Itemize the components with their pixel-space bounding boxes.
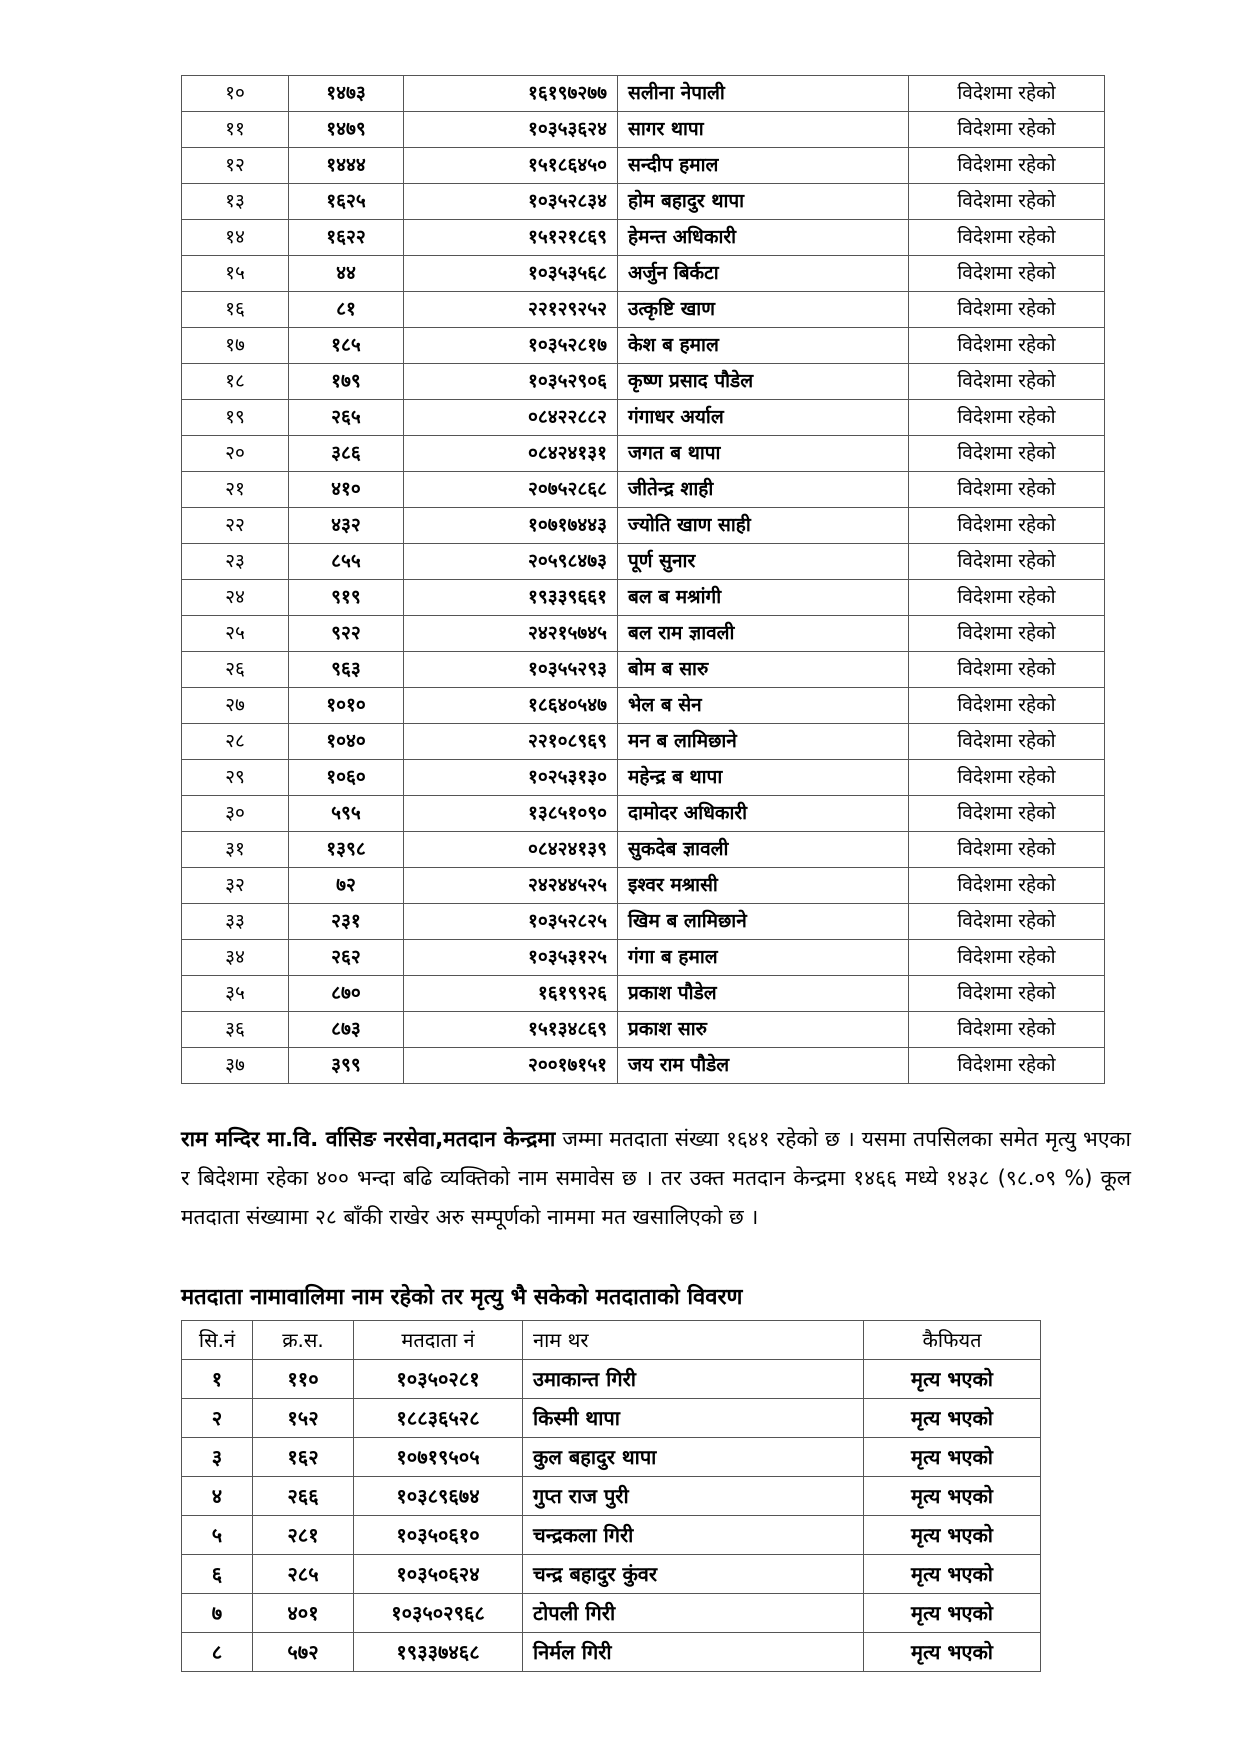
cell-remarks: विदेशमा रहेको [909,472,1105,508]
cell-remarks: विदेशमा रहेको [909,400,1105,436]
abroad-voters-table-body [182,76,1105,1084]
cell-name: चन्द्रकला गिरी [523,1516,864,1555]
cell-voter-number: १५१३४८६९ [404,1012,618,1048]
col-header-remarks: कैफियत [864,1321,1041,1360]
cell-voter-number: ०८४२२८८२ [404,400,618,436]
cell-name: सन्दीप हमाल [618,148,909,184]
cell-serial: ३ [182,1438,253,1477]
cell-voter-number: १५१२१८६९ [404,220,618,256]
cell-serial: ३४ [182,940,289,976]
table-row [182,76,1105,112]
cell-serial: ४ [182,1477,253,1516]
cell-serial: ५ [182,1516,253,1555]
cell-name: जगत ब थापा [618,436,909,472]
cell-remarks: विदेशमा रहेको [909,580,1105,616]
cell-voter-number: १०२५३१३० [404,760,618,796]
cell-name: टोपली गिरी [523,1594,864,1633]
table-row [182,940,1105,976]
cell-name: होम बहादुर थापा [618,184,909,220]
cell-sequence: १६२५ [289,184,404,220]
cell-voter-number: १०३५२९०६ [404,364,618,400]
deceased-voters-table-body [182,1360,1041,1672]
cell-sequence: २६५ [289,400,404,436]
cell-serial: १० [182,76,289,112]
table-header-row [182,1321,1041,1360]
table-row [182,256,1105,292]
table-row [182,508,1105,544]
table-row [182,364,1105,400]
cell-serial: ३० [182,796,289,832]
col-header-voter-number: मतदाता नं [354,1321,523,1360]
cell-sequence: ७२ [289,868,404,904]
cell-remarks: विदेशमा रहेको [909,328,1105,364]
cell-remarks: विदेशमा रहेको [909,1012,1105,1048]
cell-voter-number: १९३३९६६१ [404,580,618,616]
cell-remarks: विदेशमा रहेको [909,112,1105,148]
cell-voter-number: २०७५२८६८ [404,472,618,508]
cell-name: भेल ब सेन [618,688,909,724]
cell-remarks: विदेशमा रहेको [909,904,1105,940]
table-row [182,1438,1041,1477]
cell-voter-number: १८६४०५४७ [404,688,618,724]
cell-serial: १७ [182,328,289,364]
cell-voter-number: १८८३६५२८ [354,1399,523,1438]
cell-remarks: मृत्य भएको [864,1438,1041,1477]
cell-name: प्रकाश सारु [618,1012,909,1048]
summary-paragraph [181,1120,1131,1237]
cell-name: जय राम पौडेल [618,1048,909,1084]
cell-sequence: १६२ [253,1438,354,1477]
cell-voter-number: १०३५३६२४ [404,112,618,148]
cell-voter-number: ०८४२४१३१ [404,436,618,472]
cell-remarks: विदेशमा रहेको [909,508,1105,544]
cell-remarks: मृत्य भएको [864,1633,1041,1672]
cell-name: इश्वर मश्रासी [618,868,909,904]
cell-voter-number: २२१२९२५२ [404,292,618,328]
table-row [182,544,1105,580]
cell-remarks: विदेशमा रहेको [909,256,1105,292]
cell-voter-number: १०३५०२९६८ [354,1594,523,1633]
cell-voter-number: १५१८६४५० [404,148,618,184]
cell-sequence: ८१ [289,292,404,328]
cell-serial: २३ [182,544,289,580]
cell-remarks: विदेशमा रहेको [909,148,1105,184]
table-row [182,652,1105,688]
cell-voter-number: २२१०८९६९ [404,724,618,760]
cell-serial: ६ [182,1555,253,1594]
cell-serial: ११ [182,112,289,148]
table-row [182,868,1105,904]
cell-sequence: २८५ [253,1555,354,1594]
table-row [182,292,1105,328]
cell-voter-number: १०३५०६१० [354,1516,523,1555]
cell-sequence: ३८६ [289,436,404,472]
table-row [182,904,1105,940]
cell-serial: ३२ [182,868,289,904]
cell-voter-number: २०५९८४७३ [404,544,618,580]
summary-text: जम्मा मतदाता संख्या १६४१ रहेको छ । यसमा तपसिलका समेत मृत्यु भएका र बिदेशमा रहेका ४०० भन्दा बढि व्यक्तिको नाम समावेस छ । तर उक्त मतदान केन्द्रमा १४६६ मध्ये १४३८ (९८.०९ %) कूल मतदाता संख्यामा २८ बाँकी राखेर अरु सम्पूर्णको नाममा मत खसालिएको छ । [181,1127,1131,1229]
cell-sequence: ४३२ [289,508,404,544]
cell-voter-number: १०३५३१२५ [404,940,618,976]
table-row [182,616,1105,652]
cell-voter-number: १०३५२८२५ [404,904,618,940]
cell-voter-number: १०७१९५०५ [354,1438,523,1477]
table-row [182,1477,1041,1516]
cell-name: केश ब हमाल [618,328,909,364]
cell-serial: २ [182,1399,253,1438]
cell-serial: १४ [182,220,289,256]
cell-remarks: विदेशमा रहेको [909,796,1105,832]
cell-remarks: विदेशमा रहेको [909,832,1105,868]
cell-serial: ३५ [182,976,289,1012]
cell-name: सुकदेब ज्ञावली [618,832,909,868]
cell-voter-number: २४२१५७४५ [404,616,618,652]
table-row [182,1012,1105,1048]
table-row [182,796,1105,832]
cell-voter-number: १०३५५२९३ [404,652,618,688]
cell-remarks: मृत्य भएको [864,1477,1041,1516]
cell-sequence: १४७३ [289,76,404,112]
cell-sequence: १०४० [289,724,404,760]
cell-sequence: ८७३ [289,1012,404,1048]
table-row [182,580,1105,616]
cell-sequence: १४४४ [289,148,404,184]
cell-sequence: १८५ [289,328,404,364]
table-row [182,760,1105,796]
col-header-name: नाम थर [523,1321,864,1360]
cell-name: सागर थापा [618,112,909,148]
cell-serial: २६ [182,652,289,688]
cell-serial: २० [182,436,289,472]
table-row [182,688,1105,724]
cell-serial: १२ [182,148,289,184]
cell-voter-number: १६१९९२६ [404,976,618,1012]
cell-remarks: विदेशमा रहेको [909,868,1105,904]
cell-sequence: ५९५ [289,796,404,832]
cell-name: बल ब मश्रांगी [618,580,909,616]
table-row [182,1399,1041,1438]
cell-name: सलीना नेपाली [618,76,909,112]
cell-serial: ३३ [182,904,289,940]
cell-voter-number: १०३८९६७४ [354,1477,523,1516]
cell-sequence: ८७० [289,976,404,1012]
deceased-voters-heading: मतदाता नामावालिमा नाम रहेको तर मृत्यु भै सकेको मतदाताको विवरण [181,1285,743,1310]
table-row [182,400,1105,436]
cell-remarks: विदेशमा रहेको [909,976,1105,1012]
cell-sequence: १०१० [289,688,404,724]
table-row [182,1048,1105,1084]
cell-remarks: विदेशमा रहेको [909,544,1105,580]
cell-voter-number: १०३५०२८१ [354,1360,523,1399]
cell-remarks: विदेशमा रहेको [909,220,1105,256]
cell-sequence: ५७२ [253,1633,354,1672]
cell-serial: २८ [182,724,289,760]
abroad-voters-table [181,75,1105,1084]
cell-name: महेन्द्र ब थापा [618,760,909,796]
cell-remarks: विदेशमा रहेको [909,292,1105,328]
cell-sequence: ४०१ [253,1594,354,1633]
cell-sequence: २३१ [289,904,404,940]
cell-remarks: मृत्य भएको [864,1360,1041,1399]
cell-name: बोम ब सारु [618,652,909,688]
cell-voter-number: १०३५२८१७ [404,328,618,364]
cell-sequence: ९२२ [289,616,404,652]
cell-remarks: मृत्य भएको [864,1399,1041,1438]
cell-serial: ३१ [182,832,289,868]
cell-remarks: विदेशमा रहेको [909,688,1105,724]
table-row [182,724,1105,760]
cell-name: निर्मल गिरी [523,1633,864,1672]
cell-remarks: विदेशमा रहेको [909,364,1105,400]
cell-serial: ३६ [182,1012,289,1048]
cell-name: गुप्त राज पुरी [523,1477,864,1516]
cell-name: प्रकाश पौडेल [618,976,909,1012]
cell-name: पूर्ण सुनार [618,544,909,580]
cell-voter-number: २००१७१५१ [404,1048,618,1084]
table-row [182,1633,1041,1672]
cell-sequence: ९६३ [289,652,404,688]
cell-sequence: ११० [253,1360,354,1399]
cell-remarks: मृत्य भएको [864,1594,1041,1633]
cell-voter-number: १०३५२८३४ [404,184,618,220]
cell-sequence: ९१९ [289,580,404,616]
cell-remarks: विदेशमा रहेको [909,940,1105,976]
deceased-voters-table [181,1320,1041,1672]
polling-center-name: राम मन्दिर मा.वि. र्वासिङ नरसेवा,मतदान केन्द्रमा [181,1127,556,1151]
cell-remarks: विदेशमा रहेको [909,760,1105,796]
cell-serial: १५ [182,256,289,292]
table-row [182,328,1105,364]
cell-serial: १९ [182,400,289,436]
cell-remarks: विदेशमा रहेको [909,184,1105,220]
cell-name: उमाकान्त गिरी [523,1360,864,1399]
cell-serial: २२ [182,508,289,544]
cell-serial: १६ [182,292,289,328]
cell-sequence: १५२ [253,1399,354,1438]
cell-voter-number: २४२४४५२५ [404,868,618,904]
cell-serial: २१ [182,472,289,508]
col-header-serial: सि.नं [182,1321,253,1360]
table-row [182,112,1105,148]
cell-voter-number: १९३३७४६८ [354,1633,523,1672]
cell-name: जीतेन्द्र शाही [618,472,909,508]
cell-name: खिम ब लामिछाने [618,904,909,940]
cell-name: चन्द्र बहादुर कुंवर [523,1555,864,1594]
cell-sequence: २६६ [253,1477,354,1516]
cell-name: गंगाधर अर्याल [618,400,909,436]
cell-sequence: १०६० [289,760,404,796]
cell-remarks: मृत्य भएको [864,1516,1041,1555]
table-row [182,976,1105,1012]
cell-name: बल राम ज्ञावली [618,616,909,652]
cell-serial: १३ [182,184,289,220]
col-header-sequence: क्र.स. [253,1321,354,1360]
cell-remarks: विदेशमा रहेको [909,616,1105,652]
table-row [182,220,1105,256]
cell-serial: ३७ [182,1048,289,1084]
cell-name: हेमन्त अधिकारी [618,220,909,256]
cell-name: ज्योति खाण साही [618,508,909,544]
cell-sequence: ८५५ [289,544,404,580]
cell-sequence: ३९९ [289,1048,404,1084]
cell-remarks: विदेशमा रहेको [909,724,1105,760]
cell-name: अर्जुन बिर्कटा [618,256,909,292]
cell-remarks: विदेशमा रहेको [909,1048,1105,1084]
cell-serial: २४ [182,580,289,616]
table-row [182,1360,1041,1399]
cell-voter-number: १०७१७४४३ [404,508,618,544]
cell-sequence: १६२२ [289,220,404,256]
cell-name: कृष्ण प्रसाद पौडेल [618,364,909,400]
table-row [182,184,1105,220]
cell-serial: १८ [182,364,289,400]
cell-remarks: विदेशमा रहेको [909,436,1105,472]
cell-serial: १ [182,1360,253,1399]
cell-serial: २९ [182,760,289,796]
table-row [182,1555,1041,1594]
cell-voter-number: १०३५३५६८ [404,256,618,292]
cell-name: कुल बहादुर थापा [523,1438,864,1477]
cell-serial: ८ [182,1633,253,1672]
cell-voter-number: १६१९७२७७ [404,76,618,112]
table-row [182,832,1105,868]
cell-sequence: ४४ [289,256,404,292]
cell-sequence: १४७९ [289,112,404,148]
cell-sequence: २६२ [289,940,404,976]
cell-name: मन ब लामिछाने [618,724,909,760]
cell-sequence: ४१० [289,472,404,508]
table-row [182,148,1105,184]
cell-voter-number: १३८५१०९० [404,796,618,832]
cell-name: उत्कृष्टि खाण [618,292,909,328]
cell-remarks: मृत्य भएको [864,1555,1041,1594]
cell-voter-number: १०३५०६२४ [354,1555,523,1594]
cell-name: किस्मी थापा [523,1399,864,1438]
cell-serial: ७ [182,1594,253,1633]
cell-serial: २५ [182,616,289,652]
table-row [182,436,1105,472]
cell-name: गंगा ब हमाल [618,940,909,976]
cell-sequence: १७९ [289,364,404,400]
cell-name: दामोदर अधिकारी [618,796,909,832]
cell-sequence: २८१ [253,1516,354,1555]
cell-voter-number: ०८४२४१३९ [404,832,618,868]
cell-sequence: १३९८ [289,832,404,868]
cell-remarks: विदेशमा रहेको [909,652,1105,688]
table-row [182,472,1105,508]
cell-serial: २७ [182,688,289,724]
table-row [182,1516,1041,1555]
cell-remarks: विदेशमा रहेको [909,76,1105,112]
table-row [182,1594,1041,1633]
